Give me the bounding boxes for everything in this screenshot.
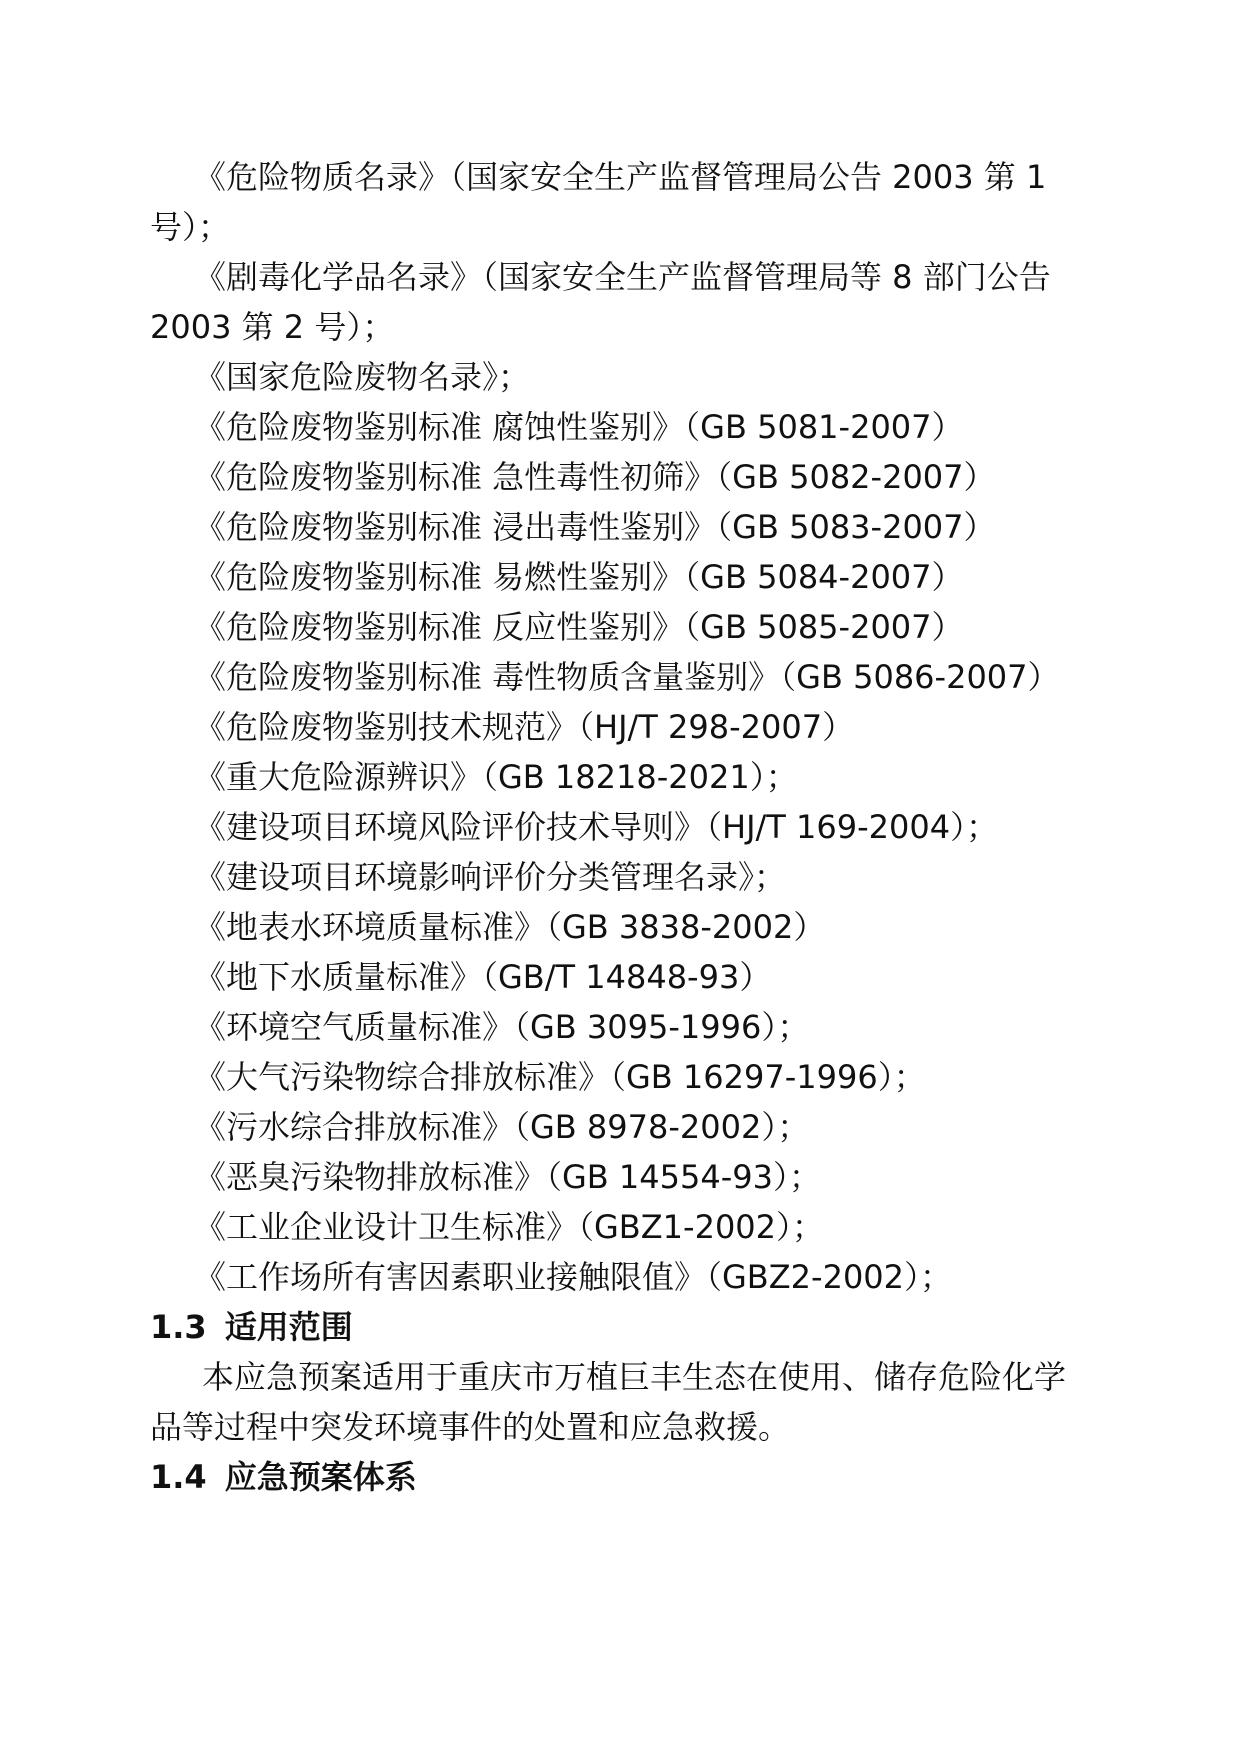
reference-line: 《危险废物鉴别标准 浸出毒性鉴别》（GB 5083-2007） <box>194 508 996 546</box>
reference-line: 《危险废物鉴别标准 腐蚀性鉴别》（GB 5081-2007） <box>194 408 964 446</box>
paragraph-line: 本应急预案适用于重庆市万植巨丰生态在使用、储存危险化学 <box>202 1358 1067 1396</box>
section-title: 应急预案体系 <box>224 1458 417 1496</box>
reference-item <box>150 152 1090 252</box>
reference-list <box>150 152 1090 1302</box>
section-heading-1-3 <box>150 1302 1090 1352</box>
section-title: 适用范围 <box>224 1308 353 1346</box>
reference-item <box>150 1152 1090 1202</box>
reference-line: 《危险废物鉴别标准 易燃性鉴别》（GB 5084-2007） <box>194 558 964 596</box>
reference-item <box>150 1102 1090 1152</box>
reference-line: 《恶臭污染物排放标准》（GB 14554-93）； <box>194 1158 821 1196</box>
section-heading-1-4 <box>150 1452 1090 1502</box>
reference-line: 《剧毒化学品名录》（国家安全生产监督管理局等 8 部门公告 <box>194 258 1051 296</box>
scope-paragraph <box>150 1352 1090 1452</box>
reference-line: 《大气污染物综合排放标准》（GB 16297-1996）； <box>194 1058 926 1096</box>
reference-line: 《工业企业设计卫生标准》（GBZ1-2002）； <box>194 1208 825 1246</box>
reference-item <box>150 502 1090 552</box>
reference-item <box>150 252 1090 352</box>
document-page <box>150 152 1090 1502</box>
reference-line: 《国家危险废物名录》； <box>194 358 531 396</box>
reference-line: 《危险废物鉴别标准 反应性鉴别》（GB 5085-2007） <box>194 608 964 646</box>
reference-line: 《危险废物鉴别技术规范》（HJ/T 298-2007） <box>194 708 855 746</box>
reference-item <box>150 902 1090 952</box>
reference-line: 《地下水质量标准》（GB/T 14848-93） <box>194 958 772 996</box>
reference-line: 《污水综合排放标准》（GB 8978-2002）； <box>194 1108 810 1146</box>
reference-line: 《地表水环境质量标准》（GB 3838-2002） <box>194 908 826 946</box>
reference-line: 《危险废物鉴别标准 毒性物质含量鉴别》（GB 5086-2007） <box>194 658 1060 696</box>
reference-line: 《工作场所有害因素职业接触限值》（GBZ2-2002）； <box>194 1258 953 1296</box>
reference-item <box>150 752 1090 802</box>
reference-line: 《环境空气质量标准》（GB 3095-1996）； <box>194 1008 810 1046</box>
reference-line-continued: 2003 第 2 号）； <box>150 308 395 346</box>
reference-item <box>150 602 1090 652</box>
reference-line: 《建设项目环境风险评价技术导则》（HJ/T 169-2004）； <box>194 808 999 846</box>
reference-item <box>150 652 1090 702</box>
reference-item <box>150 1252 1090 1302</box>
reference-item <box>150 452 1090 502</box>
reference-line: 《危险物质名录》（国家安全生产监督管理局公告 2003 第 1 <box>194 158 1047 196</box>
reference-line: 《建设项目环境影响评价分类管理名录》； <box>194 858 787 896</box>
reference-item <box>150 552 1090 602</box>
reference-item <box>150 852 1090 902</box>
reference-item <box>150 1202 1090 1252</box>
reference-item <box>150 352 1090 402</box>
reference-item <box>150 702 1090 752</box>
reference-line: 《重大危险源辨识》（GB 18218-2021）； <box>194 758 798 796</box>
reference-line-continued: 号）； <box>150 208 231 246</box>
section-number: 1.3 <box>150 1308 207 1346</box>
reference-line: 《危险废物鉴别标准 急性毒性初筛》（GB 5082-2007） <box>194 458 996 496</box>
reference-item <box>150 1002 1090 1052</box>
reference-item <box>150 802 1090 852</box>
paragraph-line: 品等过程中突发环境事件的处置和应急救援。 <box>150 1408 791 1446</box>
reference-item <box>150 952 1090 1002</box>
reference-item <box>150 1052 1090 1102</box>
section-number: 1.4 <box>150 1458 207 1496</box>
reference-item <box>150 402 1090 452</box>
